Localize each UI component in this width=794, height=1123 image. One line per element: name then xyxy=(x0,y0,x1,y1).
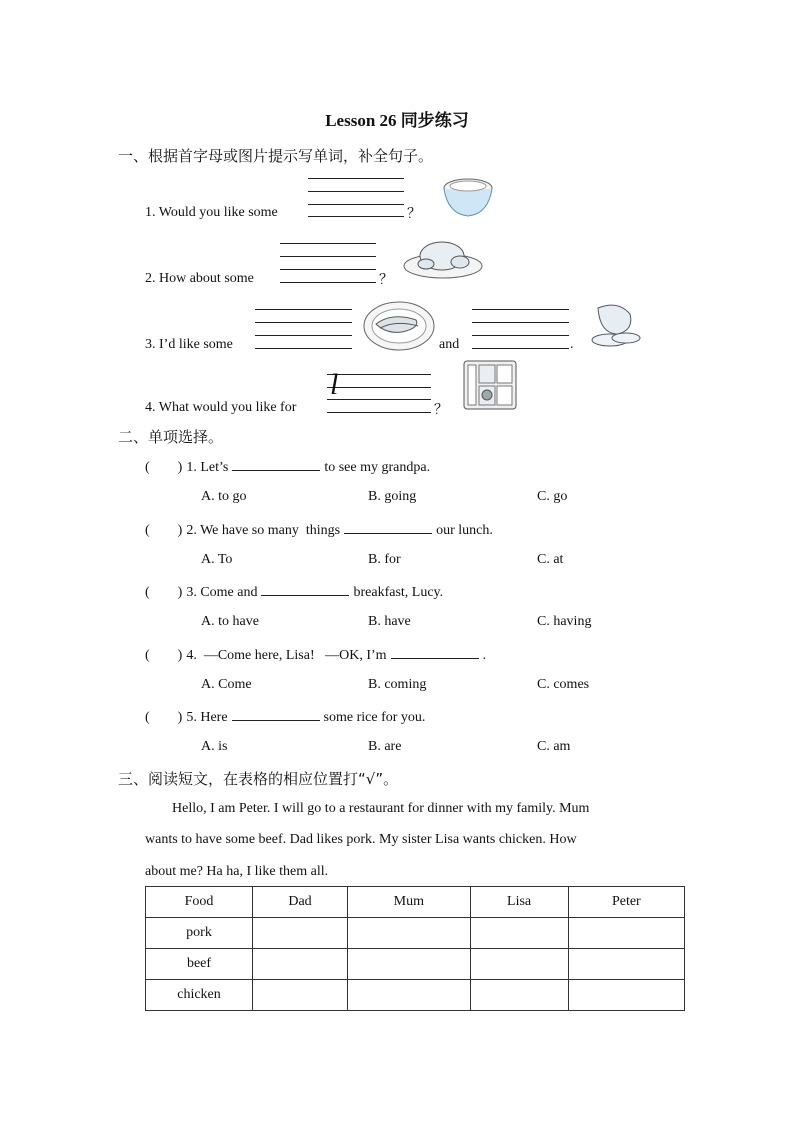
option-b[interactable]: B. for xyxy=(368,551,401,567)
option-b[interactable]: B. coming xyxy=(368,676,427,692)
q3-end: . xyxy=(570,337,574,352)
rice-bowl-icon xyxy=(440,176,496,218)
writing-line xyxy=(280,269,376,270)
column-header: Mum xyxy=(348,887,470,918)
q1-text: 1. Would you like some xyxy=(145,205,278,220)
writing-line xyxy=(280,256,376,257)
check-cell[interactable] xyxy=(348,980,470,1011)
section3-heading: 三、阅读短文，在表格的相应位置打“√”。 xyxy=(118,770,399,788)
fill-blank[interactable] xyxy=(391,646,479,659)
section1-heading: 一、根据首字母或图片提示写单词，补全句子。 xyxy=(118,147,434,165)
table-header-row xyxy=(146,887,685,918)
option-c[interactable]: C. having xyxy=(537,614,592,629)
table-row xyxy=(146,918,685,949)
question-tail: to see my grandpa. xyxy=(324,460,431,475)
mcq-question xyxy=(145,646,486,664)
question-stem: 5. Here xyxy=(186,710,228,725)
option-b[interactable]: B. going xyxy=(368,489,417,504)
check-cell[interactable] xyxy=(568,980,684,1011)
writing-line xyxy=(472,322,569,323)
check-cell[interactable] xyxy=(568,918,684,949)
fill-blank[interactable] xyxy=(261,583,349,596)
option-c[interactable]: C. am xyxy=(537,739,571,754)
answer-line[interactable] xyxy=(255,348,352,349)
mcq-question xyxy=(145,583,443,601)
writing-line xyxy=(255,335,352,336)
column-header: Lisa xyxy=(470,887,568,918)
answer-line[interactable] xyxy=(308,216,404,217)
writing-line xyxy=(255,309,352,310)
passage-line: wants to have some beef. Dad likes pork. My sister Lisa wants chicken. How xyxy=(145,832,577,847)
question-stem: 3. Come and xyxy=(186,585,258,600)
writing-line xyxy=(327,399,431,400)
writing-line xyxy=(308,204,404,205)
page-title: Lesson 26 同步练习 xyxy=(325,111,469,130)
check-cell[interactable] xyxy=(253,918,348,949)
answer-paren[interactable]: ( ) xyxy=(145,585,183,600)
writing-line xyxy=(327,387,431,388)
column-header: Peter xyxy=(568,887,684,918)
writing-line xyxy=(280,243,376,244)
answer-paren[interactable]: ( ) xyxy=(145,647,183,663)
beef-plate-icon xyxy=(362,298,436,352)
table-row xyxy=(146,980,685,1011)
section2-heading: 二、单项选择。 xyxy=(118,428,224,446)
question-tail: . xyxy=(482,647,487,663)
fill-blank[interactable] xyxy=(232,458,320,471)
check-cell[interactable] xyxy=(470,918,568,949)
roast-chicken-icon xyxy=(402,236,484,280)
q2-text: 2. How about some xyxy=(145,271,254,286)
question-stem: 1. Let’s xyxy=(186,460,229,475)
option-a[interactable]: A. is xyxy=(201,739,228,754)
option-a[interactable]: A. Come xyxy=(201,676,252,692)
option-c[interactable]: C. at xyxy=(537,551,564,567)
writing-line xyxy=(308,191,404,192)
question-tail: some rice for you. xyxy=(323,710,426,725)
q2-end: ？ xyxy=(379,272,393,288)
answer-paren[interactable]: ( ) xyxy=(145,710,183,725)
q4-text: 4. What would you like for xyxy=(145,400,297,415)
answer-line[interactable] xyxy=(280,282,376,283)
row-label: pork xyxy=(146,918,253,949)
row-label: beef xyxy=(146,949,253,980)
mcq-question xyxy=(145,521,493,539)
check-cell[interactable] xyxy=(253,980,348,1011)
answer-paren[interactable]: ( ) xyxy=(145,460,183,475)
writing-line xyxy=(472,309,569,310)
option-a[interactable]: A. to have xyxy=(201,614,259,629)
q3-text: 3. I’d like some xyxy=(145,337,233,352)
writing-line xyxy=(255,322,352,323)
writing-line xyxy=(308,178,404,179)
table-row xyxy=(146,949,685,980)
passage-line: about me? Ha ha, I like them all. xyxy=(145,864,329,879)
q1-end: ？ xyxy=(407,206,421,222)
check-cell[interactable] xyxy=(470,980,568,1011)
option-c[interactable]: C. go xyxy=(537,489,568,504)
answer-line[interactable] xyxy=(472,348,569,349)
question-stem: 4. —Come here, Lisa! —OK, I’m xyxy=(186,647,387,663)
fill-blank[interactable] xyxy=(344,521,432,534)
pork-slices-icon xyxy=(588,300,642,350)
passage-line: Hello, I am Peter. I will go to a restaurant for dinner with my family. Mum xyxy=(172,801,590,816)
check-cell[interactable] xyxy=(348,918,470,949)
check-cell[interactable] xyxy=(348,949,470,980)
column-header: Food xyxy=(146,887,253,918)
option-c[interactable]: C. comes xyxy=(537,676,590,692)
q4-first-letter: l xyxy=(330,368,339,401)
question-tail: our lunch. xyxy=(436,522,493,538)
question-tail: breakfast, Lucy. xyxy=(353,585,444,600)
answer-table xyxy=(145,886,685,1011)
writing-line xyxy=(327,374,431,375)
q3-and: and xyxy=(439,337,460,352)
lunch-tray-icon xyxy=(463,360,517,410)
option-a[interactable]: A. To xyxy=(201,551,233,567)
option-a[interactable]: A. to go xyxy=(201,489,247,504)
check-cell[interactable] xyxy=(470,949,568,980)
fill-blank[interactable] xyxy=(232,708,320,721)
option-b[interactable]: B. are xyxy=(368,739,402,754)
answer-line[interactable] xyxy=(327,412,431,413)
writing-line xyxy=(472,335,569,336)
check-cell[interactable] xyxy=(568,949,684,980)
question-stem: 2. We have so many things xyxy=(186,522,341,538)
answer-paren[interactable]: ( ) xyxy=(145,522,183,538)
mcq-question xyxy=(145,458,430,476)
option-b[interactable]: B. have xyxy=(368,614,411,629)
column-header: Dad xyxy=(253,887,348,918)
row-label: chicken xyxy=(146,980,253,1011)
q4-end: ？ xyxy=(434,402,448,418)
check-cell[interactable] xyxy=(253,949,348,980)
mcq-question xyxy=(145,708,425,726)
